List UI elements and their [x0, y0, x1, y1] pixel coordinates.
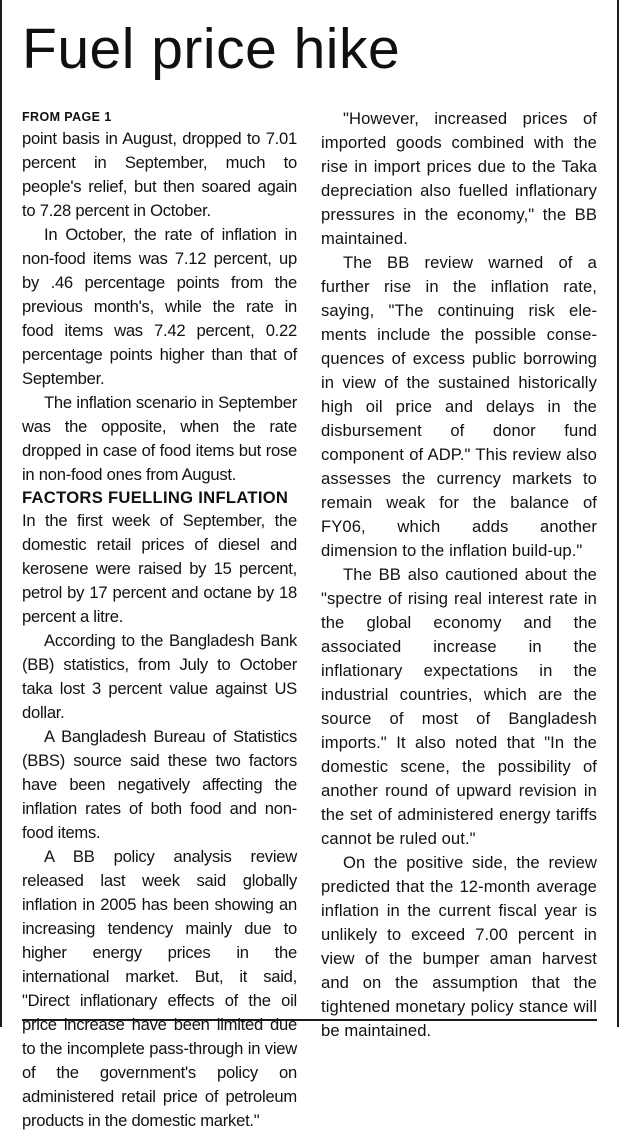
paragraph: point basis in August, dropped to 7.01 percent in September, much to people's relief, but then soared again to 7.28 percent in October.	[22, 129, 297, 220]
paragraph: "However, increased prices of imported goods combined with the rise in import prices due to the Taka depreciation also fuelled inflationary pressures in the economy," the BB maintained.	[321, 109, 597, 248]
paragraph: The BB review warned of a further rise in the inflation rate, saying, "The continuing risk elements include the possible consequences of excess public borrowing in view of the sustained historically high oil price and delays in the disbursement of donor fund component of ADP." This review also assesses the currency markets to remain weak for the balance of FY06, which adds another dimension to the inflation build-up."	[321, 253, 597, 560]
headline: Fuel price hike	[22, 17, 401, 81]
paragraph: In the first week of September, the domestic retail prices of diesel and kerosene were raised by 15 percent, petrol by 17 percent and octane by 18 percent a litre.	[22, 511, 297, 626]
paragraph: According to the Bangladesh Bank (BB) statistics, from July to October taka lost 3 percent value against US dollar.	[22, 631, 297, 722]
paragraph: The BB also cautioned about the "spectre of rising real interest rate in the global economy and the associated increase in the inflationary expectations in the industrial countries, which are the source of most of Bangladesh imports." It also noted that "In the domestic scene, the possibility of another round of upward revision in the set of administered energy tariffs cannot be ruled out."	[321, 565, 597, 848]
article-column-left	[22, 107, 297, 1133]
article-column-right	[321, 107, 597, 1043]
subheading: FACTORS FUELLING INFLATION	[22, 488, 289, 507]
paragraph: In October, the rate of inflation in non-food items was 7.12 percent, up by .46 percentage points from the previous month's, while the rate in food items was 7.42 percent, 0.22 percentage points higher than that of September.	[22, 225, 297, 388]
paragraph: On the positive side, the review predicted that the 12-month average inflation in the current fiscal year is unlikely to exceed 7.00 percent in view of the bumper aman harvest and on the assumption that the tightened monetary policy stance will be maintained.	[321, 853, 597, 1040]
jump-label: FROM PAGE 1	[22, 110, 112, 124]
paragraph: The inflation scenario in September was the opposite, when the rate dropped in case of food items but rose in non-food ones from August.	[22, 393, 297, 484]
paragraph: A BB policy analysis review released last week said globally inflation in 2005 has been showing an increasing tendency mainly due to higher energy prices in the international market. But, it said, "Direct inflationary effects of the oil price increase have been limited due to the incomplete pass-through in view of the government's policy on administered retail price of petroleum products in the domestic market."	[22, 847, 297, 1130]
bottom-divider	[22, 1019, 597, 1021]
paragraph: A Bangladesh Bureau of Statistics (BBS) source said these two factors have been negatively affecting the inflation rates of both food and non-food items.	[22, 727, 297, 842]
